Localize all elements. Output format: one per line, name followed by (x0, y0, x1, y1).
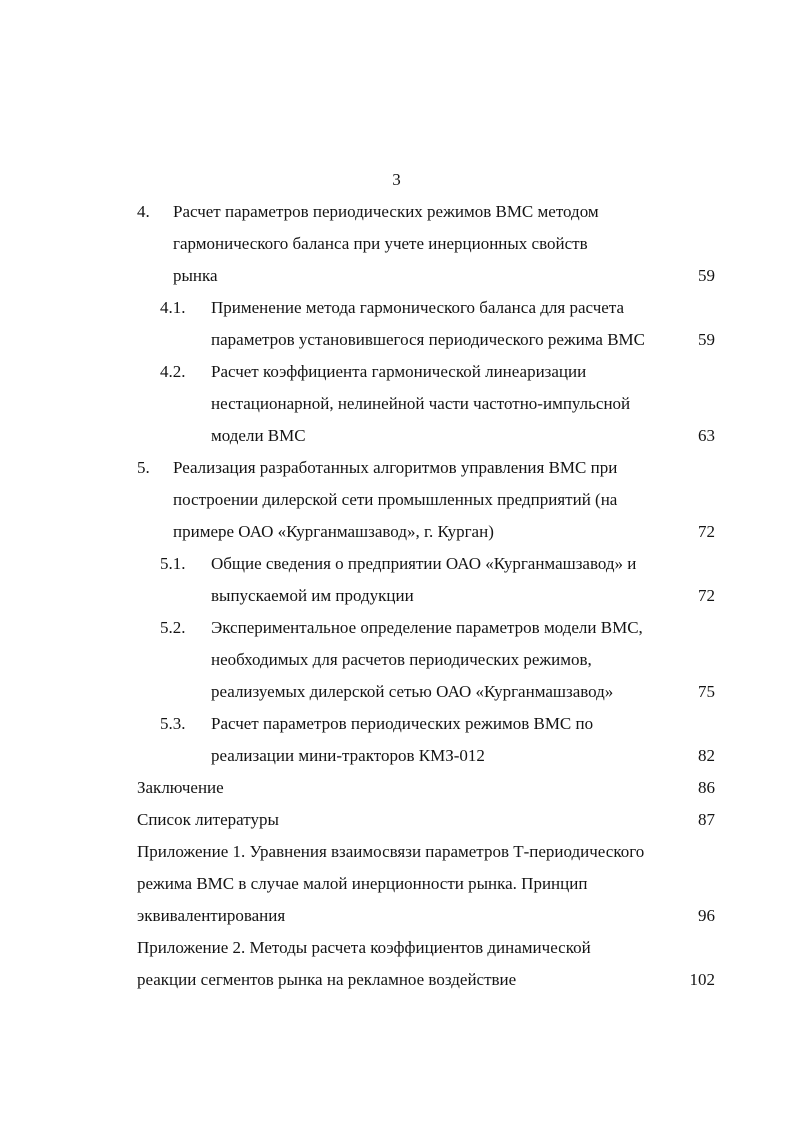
toc-entry-appendix-1-page: 96 (698, 906, 715, 925)
toc-entry-5-2-page: 75 (698, 682, 715, 701)
toc-entry-references: Список литературы (137, 810, 279, 829)
toc-entry-5-2-line-1: Экспериментальное определение параметров модели ВМС, (211, 618, 643, 637)
toc-entry-conclusion: Заключение (137, 778, 224, 797)
toc-entry-5-number: 5. (137, 458, 150, 477)
toc-entry-4-2-line-3: модели ВМС (211, 426, 306, 445)
toc-entry-5-1-page: 72 (698, 586, 715, 605)
toc-entry-5-page: 72 (698, 522, 715, 541)
toc-entry-4-1-line-2: параметров установившегося периодического режима ВМС (211, 330, 645, 349)
toc-entry-appendix-1-line-1: Приложение 1. Уравнения взаимосвязи параметров Т-периодического (137, 842, 645, 861)
toc-entry-references-page: 87 (698, 810, 715, 829)
page-number: 3 (392, 170, 401, 189)
toc-entry-5-3-number: 5.3. (160, 714, 186, 733)
toc-entry-5-2-line-3: реализуемых дилерской сетью ОАО «Курганмашзавод» (211, 682, 614, 701)
toc-entry-5-1-line-2: выпускаемой им продукции (211, 586, 414, 605)
toc-entry-conclusion-page: 86 (698, 778, 715, 797)
toc-entry-4-line-1: Расчет параметров периодических режимов ВМС методом (173, 202, 599, 221)
toc-entry-5-2-line-2: необходимых для расчетов периодических режимов, (211, 650, 592, 669)
toc-entry-4-1-page: 59 (698, 330, 715, 349)
toc-entry-5-line-2: построении дилерской сети промышленных предприятий (на (173, 490, 618, 509)
toc-entry-appendix-1-line-2: режима ВМС в случае малой инерционности рынка. Принцип (137, 874, 588, 893)
toc-entry-4-1-line-1: Применение метода гармонического баланса для расчета (211, 298, 624, 317)
toc-entry-4-2-page: 63 (698, 426, 715, 445)
toc-entry-4-2-line-2: нестационарной, нелинейной части частотно-импульсной (211, 394, 631, 413)
toc-entry-5-line-1: Реализация разработанных алгоритмов управления ВМС при (173, 458, 618, 477)
toc-entry-4-line-3: рынка (173, 266, 218, 285)
toc-entry-5-line-3: примере ОАО «Курганмашзавод», г. Курган) (173, 522, 494, 541)
toc-entry-4-2-number: 4.2. (160, 362, 186, 381)
toc-entry-5-1-line-1: Общие сведения о предприятии ОАО «Курганмашзавод» и (211, 554, 637, 573)
toc-entry-5-3-page: 82 (698, 746, 715, 765)
toc-entry-4-2-line-1: Расчет коэффициента гармонической линеаризации (211, 362, 587, 381)
toc-entry-4-1-number: 4.1. (160, 298, 186, 317)
toc-entry-5-1-number: 5.1. (160, 554, 186, 573)
toc-entry-5-3-line-1: Расчет параметров периодических режимов ВМС по (211, 714, 594, 733)
toc-entry-4-line-2: гармонического баланса при учете инерционных свойств (173, 234, 588, 253)
toc-entry-4-number: 4. (137, 202, 150, 221)
toc-entry-5-3-line-2: реализации мини-тракторов КМЗ-012 (211, 746, 485, 765)
toc-entry-appendix-2-page: 102 (689, 970, 715, 989)
toc-entry-4-page: 59 (698, 266, 715, 285)
toc-entry-appendix-1-line-3: эквивалентирования (137, 906, 286, 925)
toc-entry-appendix-2-line-1: Приложение 2. Методы расчета коэффициентов динамической (137, 938, 591, 957)
toc-entry-5-2-number: 5.2. (160, 618, 186, 637)
toc-entry-appendix-2-line-2: реакции сегментов рынка на рекламное воздействие (137, 970, 517, 989)
